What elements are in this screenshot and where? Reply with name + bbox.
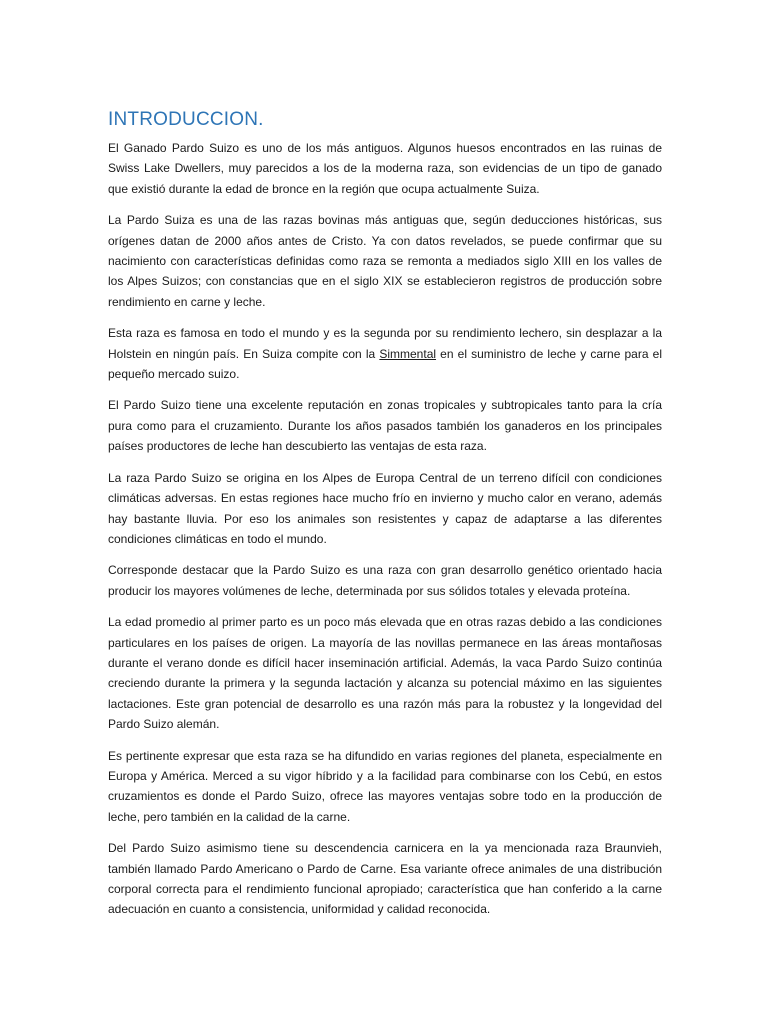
paragraph-8: Es pertinente expresar que esta raza se ha difundido en varias regiones del planeta, especialmente en Europa y América. Merced a su vigor híbrido y a la facilidad para combinarse con los Cebú, en estos cruzamientos es donde el Pardo Suizo, ofrece las mayores ventajas sobre todo en la producción de leche, pero también en la calidad de la carne. [108, 748, 662, 824]
paragraph-1: El Ganado Pardo Suizo es uno de los más antiguos. Algunos huesos encontrados en las ruinas de Swiss Lake Dwellers, muy parecidos a los de la moderna raza, son evidencias de un tipo de ganado que existió durante la edad de bronce en la región que ocupa actualmente Suiza. [108, 141, 662, 196]
paragraph-7: La edad promedio al primer parto es un poco más elevada que en otras razas debido a las condiciones particulares en los países de origen. La mayoría de las novillas permanece en las áreas montañosas durante el verano donde es difícil hacer inseminación artificial. Además, la vaca Pardo Suizo continúa creciendo durante la primera y la segunda lactación y alcanza su potencial máximo en las siguientes lactaciones. Este gran potencial de desarrollo es una razón más para la robustez y la longevidad del Pardo Suizo alemán. [108, 615, 662, 732]
paragraph-3-text-end: en el suministro de leche y carne para el pequeño mercado suizo. [108, 346, 662, 382]
paragraph-3 [108, 323, 662, 384]
paragraph-5: La raza Pardo Suizo se origina en los Alpes de Europa Central de un terreno difícil con condiciones climáticas adversas. En estas regiones hace mucho frío en invierno y mucho calor en verano, además hay bastante lluvia. Por eso los animales son resistentes y capaz de adaptarse a las diferentes condiciones climáticas en todo el mundo. [108, 470, 662, 546]
paragraph-6: Corresponde destacar que la Pardo Suizo es una raza con gran desarrollo genético orientado hacia producir los mayores volúmenes de leche, determinada por sus sólidos totales y elevada proteína. [108, 563, 662, 598]
paragraph-2: La Pardo Suiza es una de las razas bovinas más antiguas que, según deducciones históricas, sus orígenes datan de 2000 años antes de Cristo. Ya con datos revelados, se puede confirmar que su nacimiento con características definidas como raza se remonta a mediados siglo XIII en los valles de los Alpes Suizos; con constancias que en el siglo XIX se establecieron registros de producción sobre rendimiento en carne y leche. [108, 213, 662, 309]
paragraph-4: El Pardo Suizo tiene una excelente reputación en zonas tropicales y subtropicales tanto para la cría pura como para el cruzamiento. Durante los años pasados también los ganaderos en los principales países productores de leche han descubierto las ventajas de esta raza. [108, 398, 662, 454]
paragraph-3-text-start: Esta raza es famosa en todo el mundo y es la segunda por su rendimiento lechero, sin desplazar a la Holstein en ningún país. En Suiza compite con la [108, 326, 662, 361]
document-body [108, 108, 662, 931]
paragraph-9: Del Pardo Suizo asimismo tiene su descendencia carnicera en la ya mencionada raza Braunvieh, también llamado Pardo Americano o Pardo de Carne. Esa variante ofrece animales de una distribución corporal correcta para el rendimiento funcional apropiado; característica que han conferido a la carne adecuación en cuanto a consistencia, uniformidad y calidad reconocida. [108, 841, 662, 917]
simmental-link[interactable]: Simmental [379, 346, 437, 361]
section-heading: INTRODUCCION. [108, 109, 264, 130]
